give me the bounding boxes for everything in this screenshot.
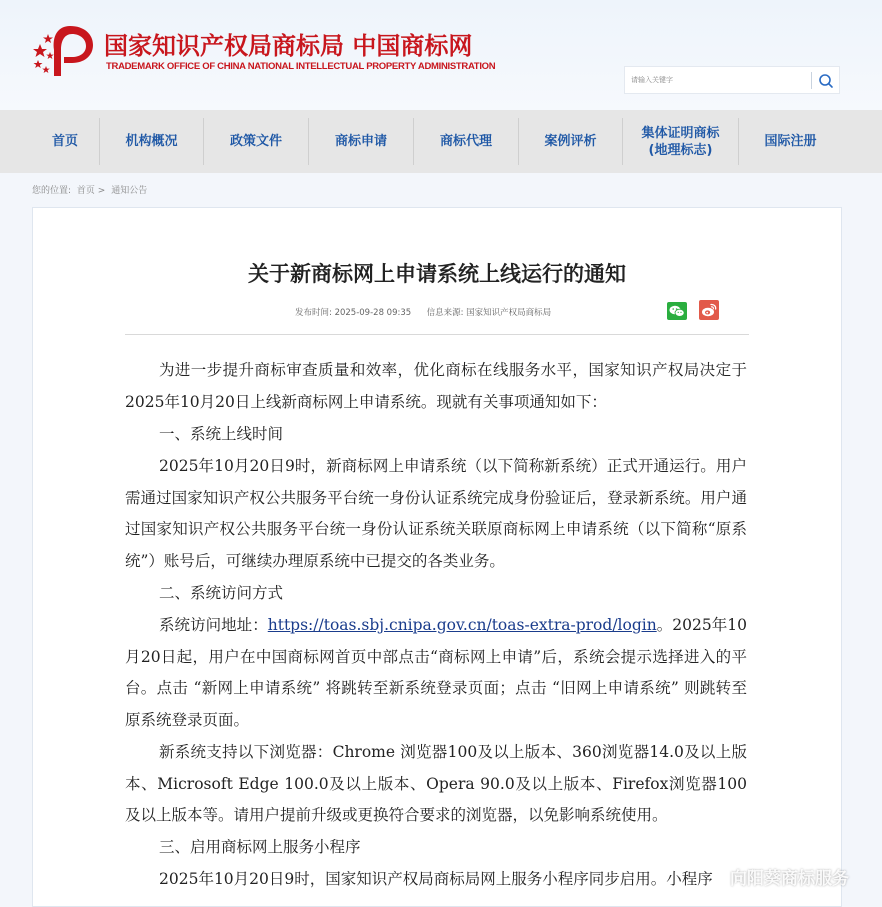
site-header — [0, 0, 882, 110]
search-input[interactable] — [631, 71, 807, 89]
nav-item-cases[interactable] — [519, 110, 622, 173]
nav-item-international[interactable] — [739, 110, 842, 173]
weibo-icon[interactable] — [699, 300, 719, 320]
nav-item-label: 首页 — [51, 134, 78, 149]
nav-item-application[interactable] — [309, 110, 413, 173]
breadcrumb-current[interactable]: 通知公告 — [111, 186, 148, 196]
source-name: 国家知识产权局商标局 — [466, 308, 552, 318]
article-meta — [295, 306, 551, 318]
section-heading-launch-time: 一、系统上线时间 — [159, 425, 284, 443]
source-label: 信息来源: — [426, 308, 464, 318]
breadcrumb — [32, 183, 150, 196]
site-title: 国家知识产权局商标局 中国商标网 — [104, 31, 473, 60]
section-heading-access: 二、系统访问方式 — [159, 584, 284, 602]
nav-item-policy[interactable] — [204, 110, 308, 173]
publish-time: 2025-09-28 09:35 — [334, 308, 412, 318]
nav-item-about[interactable] — [100, 110, 203, 173]
breadcrumb-home-link[interactable]: 首页 > — [76, 186, 106, 196]
wechat-icon[interactable] — [667, 302, 687, 320]
search-divider — [811, 72, 812, 89]
nav-item-label: 案例评析 — [544, 134, 597, 149]
paragraph-mini-program: 2025年10月20日9时，国家知识产权局商标局网上服务小程序同步启用。小程序 — [159, 870, 713, 888]
nav-item-label-secondary: (地理标志) — [648, 142, 713, 158]
paragraph-access — [125, 610, 747, 736]
paragraph-intro: 为进一步提升商标审查质量和效率，优化商标在线服务水平，国家知识产权局决定于2025年10月20日上线新商标网上申请系统。现就有关事项通知如下： — [125, 361, 747, 411]
section-heading-mini-program: 三、启用商标网上服务小程序 — [159, 838, 361, 856]
nav-item-label: 商标代理 — [439, 134, 492, 149]
paragraph-browsers: 新系统支持以下浏览器：Chrome 浏览器100及以上版本、360浏览器14.0及以上版本、Microsoft Edge 100.0及以上版本、Opera 90.0及以上版本、Firefox浏览器100及以上版本等。请用户提前升级或更换符合要求的浏览器，以免影响系统使用。 — [125, 743, 747, 824]
nav-item-label: 集体证明商标 — [641, 125, 720, 141]
nav-item-agency[interactable] — [414, 110, 518, 173]
article-title: 关于新商标网上申请系统上线运行的通知 — [248, 262, 626, 286]
paragraph-launch-time: 2025年10月20日9时，新商标网上申请系统（以下简称新系统）正式开通运行。用户需通过国家知识产权公共服务平台统一身份认证系统完成身份验证后，登录新系统。用户通过国家知识产权公共服务平台统一身份认证系统关联原商标网上申请系统（以下简称“原系统”）账号后，可继续办理原系统中已提交的各类业务。 — [125, 457, 747, 570]
nav-item-collective-marks[interactable] — [623, 110, 738, 173]
breadcrumb-prefix: 您的位置: — [32, 186, 72, 196]
main-nav — [0, 110, 882, 173]
nav-item-label: 商标申请 — [334, 134, 387, 149]
search-box — [624, 66, 840, 94]
watermark: 向阳葵商标服务 — [730, 869, 849, 889]
publish-label: 发布时间: — [295, 308, 332, 318]
nav-item-label: 政策文件 — [229, 134, 282, 149]
access-suffix: 。2025年10月20日起，用户在中国商标网首页中部点击“商标网上申请”后，系统会提示选择进入的平台。点击 “新网上申请系统” 将跳转至新系统登录页面；点击 “旧网上申请系统” 则跳转至原系统登录页面。 — [125, 616, 747, 729]
nav-item-label: 机构概况 — [125, 134, 178, 149]
cnipa-logo-icon[interactable] — [30, 22, 98, 78]
site-subtitle: TRADEMARK OFFICE OF CHINA NATIONAL INTELLECTUAL PROPERTY ADMINISTRATION — [106, 61, 496, 72]
search-icon[interactable] — [817, 72, 835, 90]
access-prefix: 系统访问地址： — [159, 616, 268, 634]
nav-item-home[interactable] — [30, 110, 100, 173]
system-url-link[interactable]: https://toas.sbj.cnipa.gov.cn/toas-extra-prod/login — [267, 616, 657, 634]
nav-item-label: 国际注册 — [764, 134, 817, 149]
title-divider — [125, 334, 749, 335]
